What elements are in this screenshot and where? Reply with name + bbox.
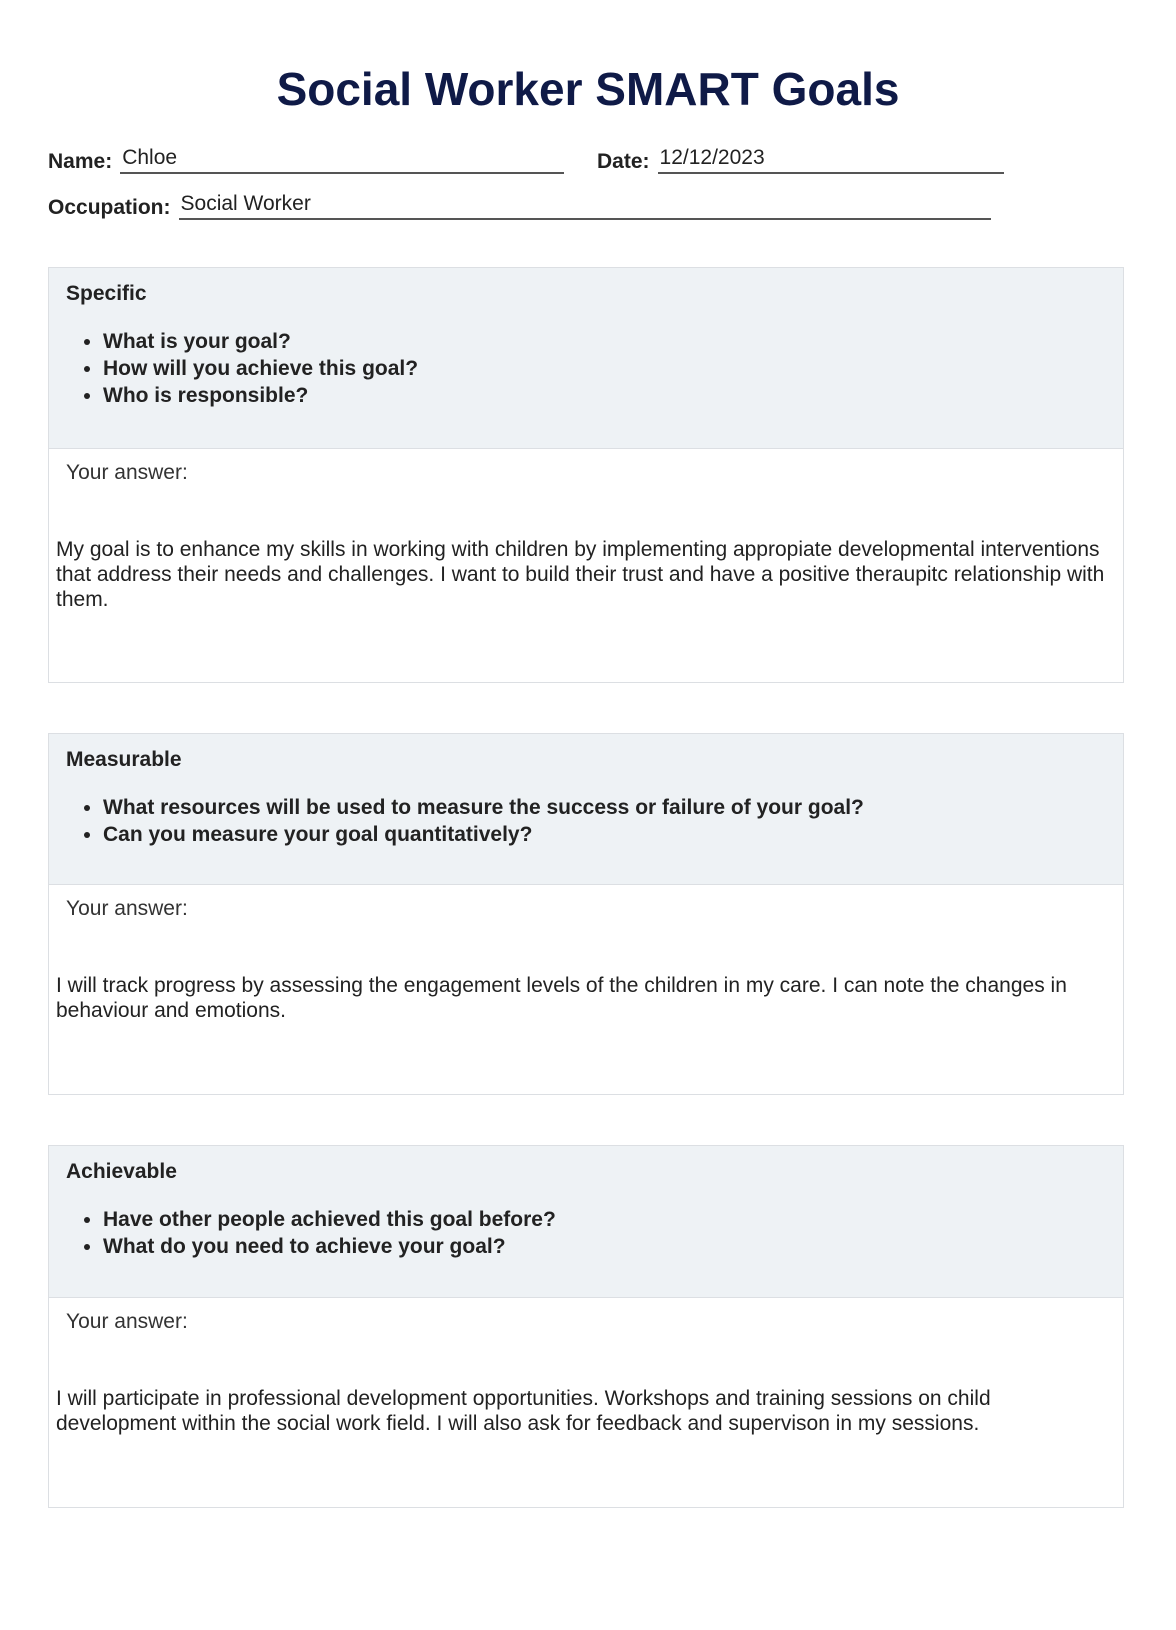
section-title: Measurable: [66, 748, 182, 771]
question-item: • How will you achieve this goal?: [103, 355, 1106, 382]
section-title: Specific: [66, 282, 147, 305]
answer-label: Your answer:: [66, 897, 188, 920]
section-title: Achievable: [66, 1160, 177, 1183]
section-specific: [48, 267, 1124, 683]
date-field: [597, 146, 1004, 174]
question-item: • Have other people achieved this goal before?: [103, 1206, 1106, 1233]
section-measurable: [48, 733, 1124, 1095]
question-list: [66, 328, 1106, 409]
name-field: [48, 146, 564, 174]
answer-text[interactable]: I will track progress by assessing the engagement levels of the children in my care. I can note the changes in behaviour and emotions.: [56, 974, 1067, 1022]
answer-text[interactable]: My goal is to enhance my skills in working with children by implementing appropiate developmental interventions that address their needs and challenges. I want to build their trust and have a positive theraupitc relationship with them.: [56, 538, 1105, 611]
section-header: [49, 1146, 1123, 1298]
occupation-label: Occupation:: [48, 196, 171, 219]
question-item: • Can you measure your goal quantitatively?: [103, 821, 1106, 848]
occupation-field: [48, 192, 991, 220]
date-input[interactable]: 12/12/2023: [658, 146, 1004, 174]
name-label: Name:: [48, 150, 113, 173]
occupation-input[interactable]: Social Worker: [179, 192, 991, 220]
question-item: • What do you need to achieve your goal?: [103, 1233, 1106, 1260]
question-list: [66, 1206, 1106, 1260]
date-label: Date:: [597, 150, 650, 173]
page-title: Social Worker SMART Goals: [276, 63, 900, 115]
section-header: [49, 734, 1123, 885]
section-header: [49, 268, 1123, 449]
question-item: • What is your goal?: [103, 328, 1106, 355]
answer-label: Your answer:: [66, 1310, 188, 1333]
answer-label: Your answer:: [66, 461, 188, 484]
question-item: • Who is responsible?: [103, 382, 1106, 409]
answer-text[interactable]: I will participate in professional development opportunities. Workshops and training sessions on child development within the social work field. I will also ask for feedback and supervison in my sessions.: [56, 1387, 991, 1435]
name-input[interactable]: Chloe: [120, 146, 564, 174]
section-achievable: [48, 1145, 1124, 1508]
question-list: [66, 794, 1106, 848]
question-item: • What resources will be used to measure the success or failure of your goal?: [103, 794, 1106, 821]
